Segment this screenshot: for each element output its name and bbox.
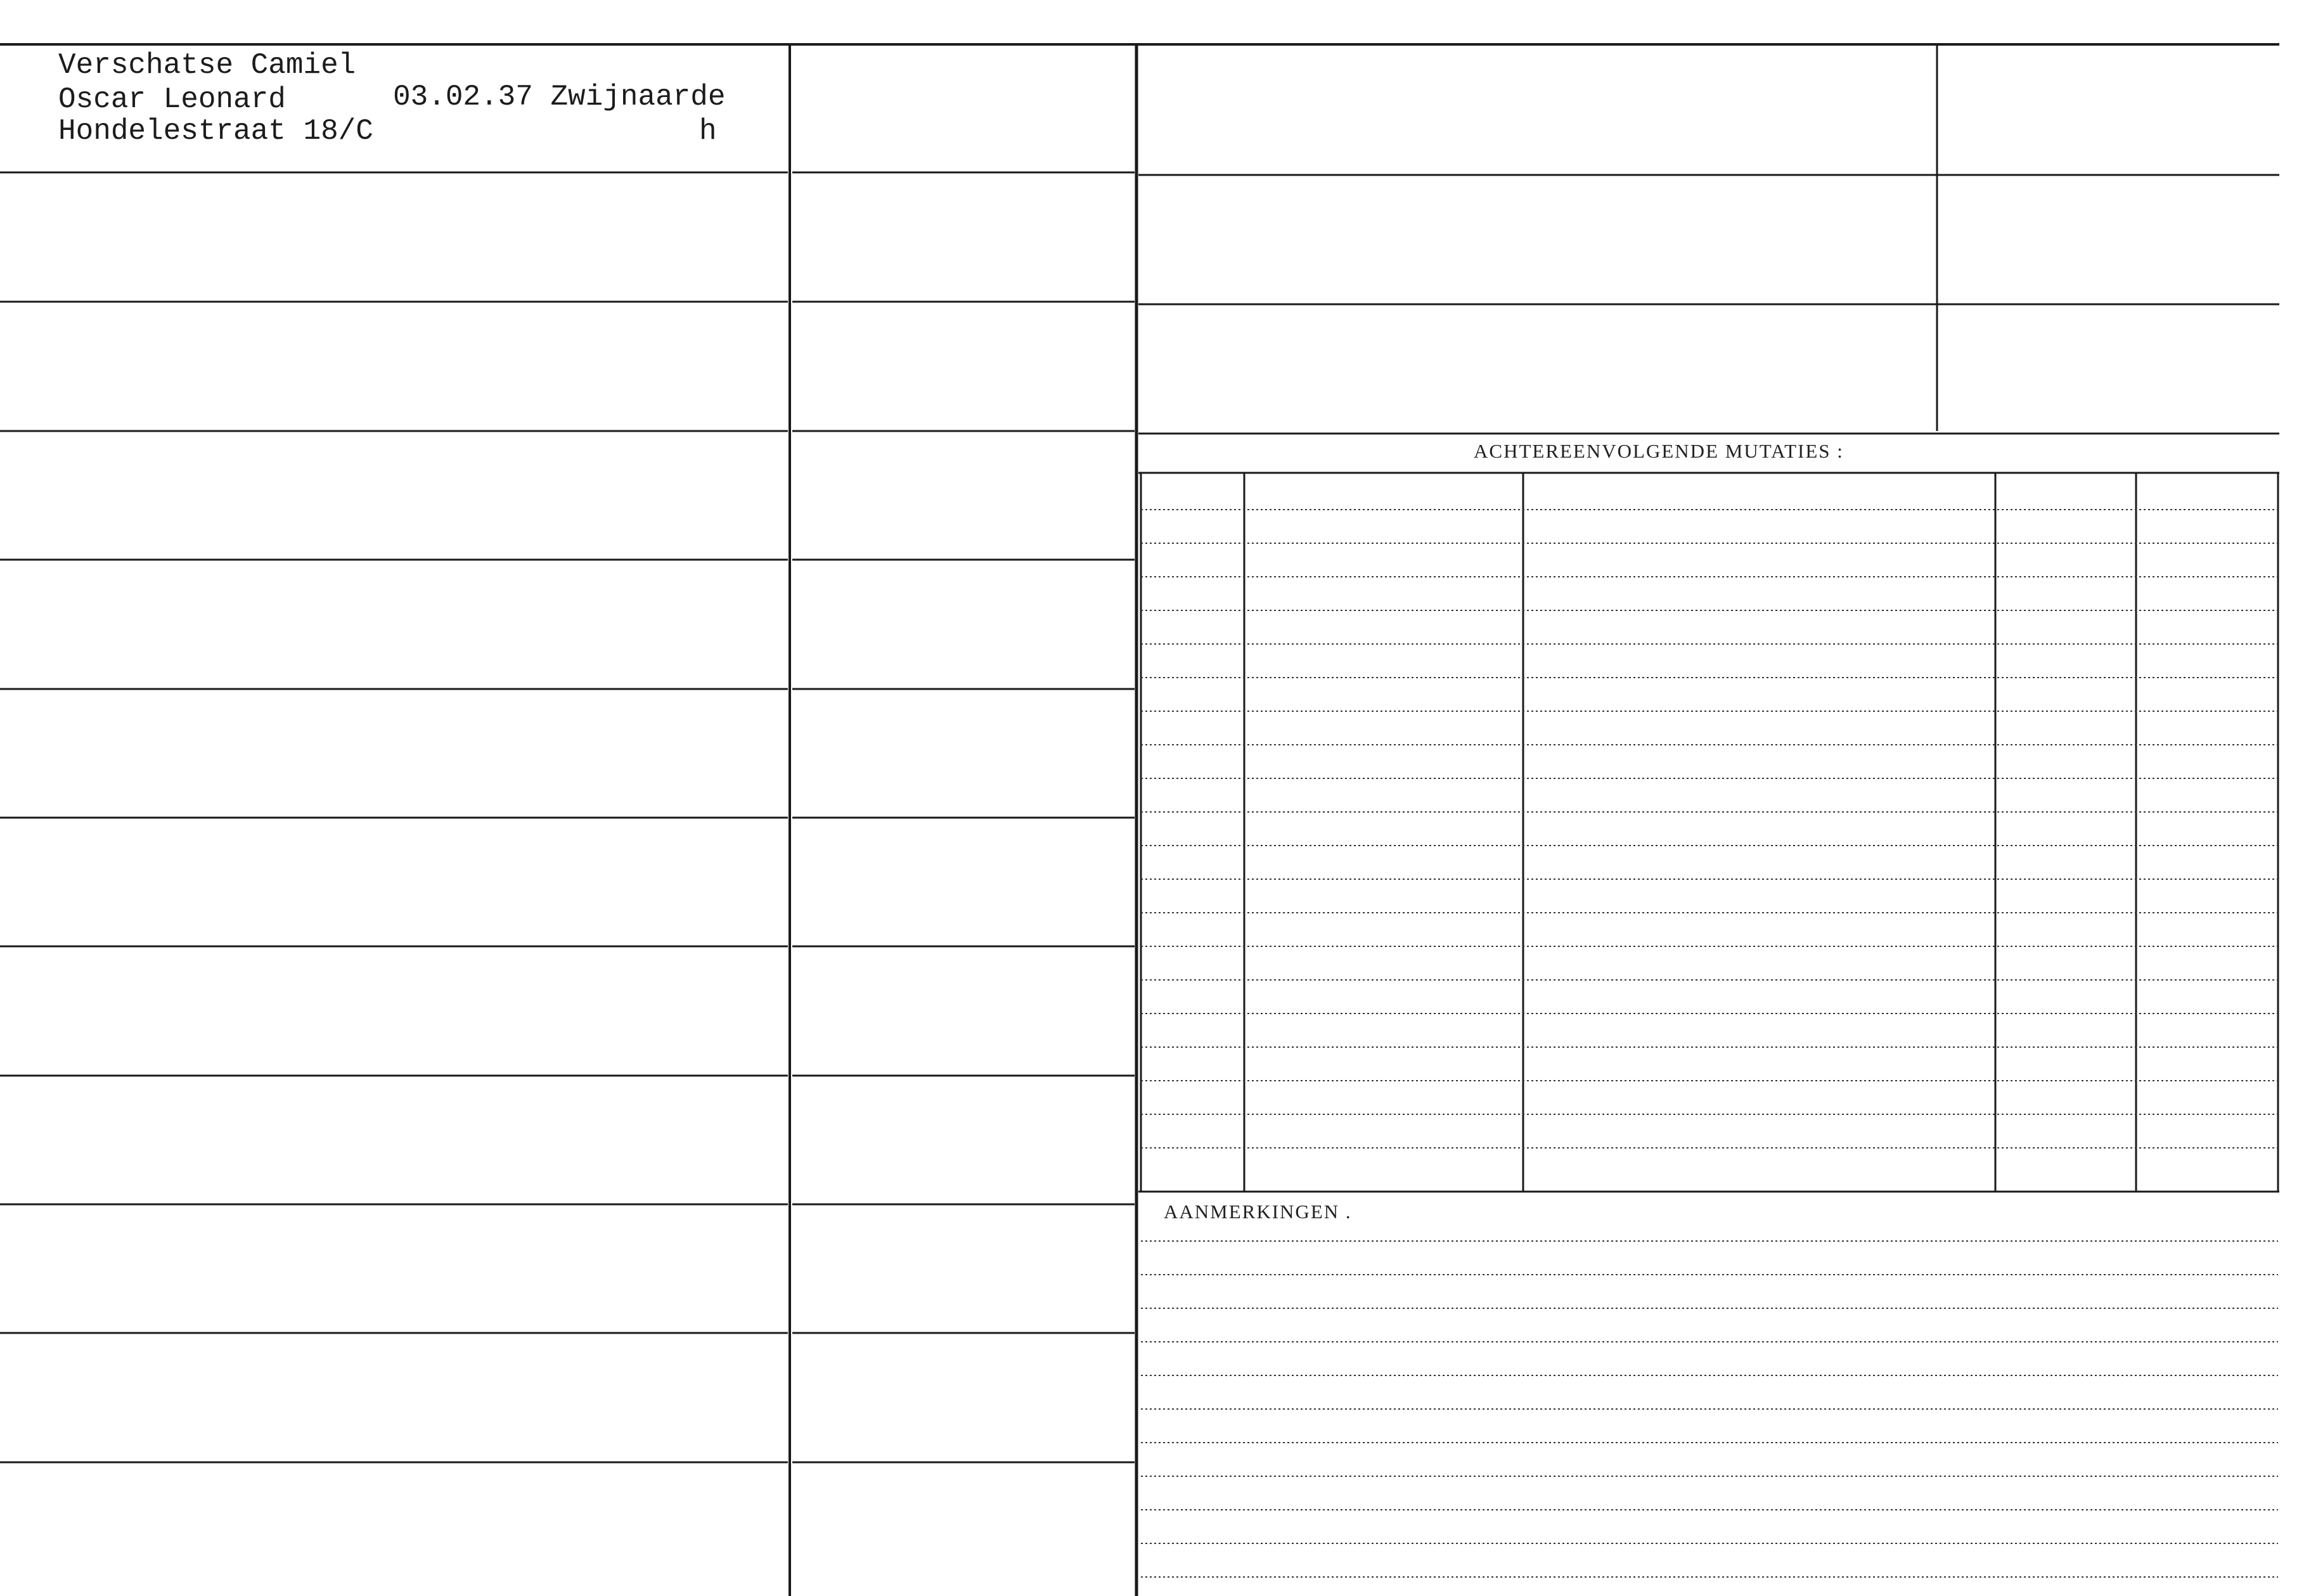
- record-code: h: [699, 115, 717, 148]
- dotted-ruling: [1141, 510, 2278, 1577]
- record-address: Hondelestraat 18/C: [58, 115, 373, 148]
- record-name: Verschatse Camiel: [58, 49, 356, 82]
- form-frame-lines: [0, 44, 2279, 1596]
- record-birth-date-place: 03.02.37 Zwijnaarde: [393, 80, 726, 113]
- mutations-header: ACHTEREENVOLGENDE MUTATIES :: [1474, 440, 1844, 462]
- record-given-names: Oscar Leonard: [58, 83, 286, 116]
- remarks-label: AANMERKINGEN .: [1164, 1200, 1352, 1223]
